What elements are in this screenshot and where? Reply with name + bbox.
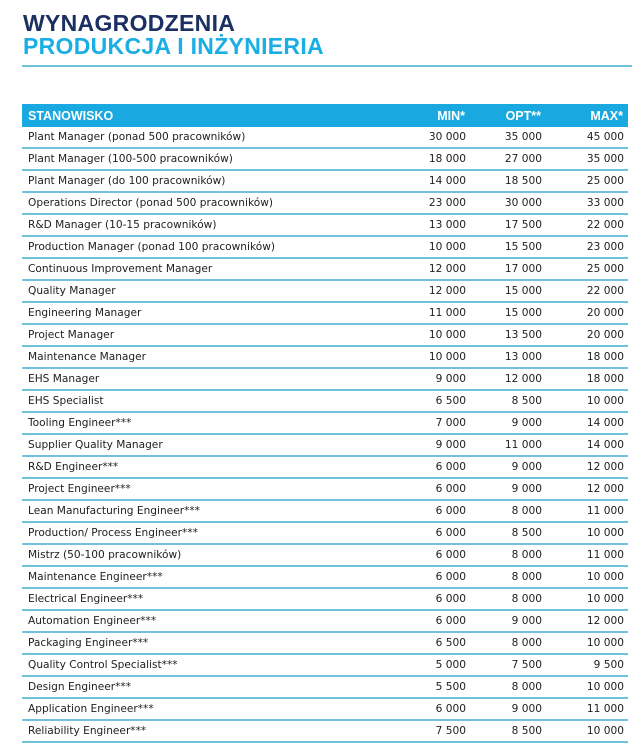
- title-line-2: PRODUKCJA I INŻYNIERIA: [23, 33, 324, 59]
- table-row: [22, 655, 628, 677]
- cell-max: 12 000: [586, 615, 624, 627]
- cell-max: 33 000: [586, 197, 624, 209]
- table-row: [22, 545, 628, 567]
- cell-max: 10 000: [586, 681, 624, 693]
- cell-position: Continuous Improvement Manager: [28, 263, 213, 275]
- cell-position: Engineering Manager: [28, 307, 142, 319]
- cell-min: 30 000: [428, 131, 466, 143]
- cell-position: R&D Engineer***: [28, 461, 119, 473]
- cell-max: 11 000: [586, 505, 624, 517]
- table-row: [22, 259, 628, 281]
- cell-opt: 12 000: [504, 373, 542, 385]
- table-row: [22, 171, 628, 193]
- cell-opt: 11 000: [504, 439, 542, 451]
- cell-position: Quality Control Specialist***: [28, 659, 178, 671]
- title-divider: [22, 65, 632, 67]
- cell-opt: 35 000: [504, 131, 542, 143]
- cell-min: 6 000: [435, 571, 466, 583]
- cell-min: 6 500: [435, 395, 466, 407]
- cell-max: 23 000: [586, 241, 624, 253]
- cell-opt: 7 500: [511, 659, 542, 671]
- table-row: [22, 193, 628, 215]
- cell-opt: 15 000: [504, 307, 542, 319]
- cell-position: Electrical Engineer***: [28, 593, 144, 605]
- cell-min: 6 000: [435, 549, 466, 561]
- cell-position: Application Engineer***: [28, 703, 154, 715]
- cell-max: 12 000: [586, 483, 624, 495]
- cell-min: 7 000: [435, 417, 466, 429]
- cell-max: 22 000: [586, 285, 624, 297]
- cell-position: Packaging Engineer***: [28, 637, 149, 649]
- cell-max: 9 500: [593, 659, 624, 671]
- header-max: MAX*: [590, 108, 623, 123]
- cell-opt: 8 000: [511, 549, 542, 561]
- cell-position: Maintenance Engineer***: [28, 571, 163, 583]
- cell-min: 13 000: [428, 219, 466, 231]
- cell-opt: 9 000: [511, 615, 542, 627]
- header-opt: OPT**: [505, 108, 541, 123]
- cell-min: 6 000: [435, 593, 466, 605]
- cell-min: 5 500: [435, 681, 466, 693]
- cell-opt: 18 500: [504, 175, 542, 187]
- cell-opt: 8 000: [511, 593, 542, 605]
- cell-position: Plant Manager (100-500 pracowników): [28, 153, 233, 165]
- cell-min: 14 000: [428, 175, 466, 187]
- table-row: [22, 281, 628, 303]
- table-body: [22, 127, 628, 743]
- header-min: MIN*: [437, 108, 465, 123]
- cell-opt: 8 000: [511, 681, 542, 693]
- cell-max: 10 000: [586, 395, 624, 407]
- cell-min: 6 000: [435, 703, 466, 715]
- cell-max: 20 000: [586, 329, 624, 341]
- cell-max: 12 000: [586, 461, 624, 473]
- cell-min: 6 000: [435, 615, 466, 627]
- cell-min: 12 000: [428, 263, 466, 275]
- cell-opt: 9 000: [511, 703, 542, 715]
- header-position: STANOWISKO: [28, 108, 114, 123]
- cell-position: Plant Manager (ponad 500 pracowników): [28, 131, 246, 143]
- table-row: [22, 677, 628, 699]
- table-row: [22, 457, 628, 479]
- table-row: [22, 479, 628, 501]
- cell-position: Production/ Process Engineer***: [28, 527, 198, 539]
- cell-max: 25 000: [586, 263, 624, 275]
- cell-opt: 15 000: [504, 285, 542, 297]
- cell-position: Quality Manager: [28, 285, 116, 297]
- cell-position: Maintenance Manager: [28, 351, 147, 363]
- cell-opt: 9 000: [511, 461, 542, 473]
- cell-opt: 8 000: [511, 571, 542, 583]
- table-row: [22, 523, 628, 545]
- cell-opt: 15 500: [504, 241, 542, 253]
- cell-min: 6 000: [435, 461, 466, 473]
- cell-opt: 8 500: [511, 527, 542, 539]
- cell-min: 7 500: [435, 725, 466, 737]
- cell-position: Tooling Engineer***: [28, 417, 132, 429]
- cell-max: 18 000: [586, 351, 624, 363]
- table-row: [22, 149, 628, 171]
- table-row: [22, 721, 628, 743]
- cell-position: Design Engineer***: [28, 681, 132, 693]
- table-row: [22, 435, 628, 457]
- cell-opt: 8 500: [511, 725, 542, 737]
- table-header: [22, 104, 628, 127]
- table-row: [22, 347, 628, 369]
- table-row: [22, 501, 628, 523]
- cell-position: Project Engineer***: [28, 483, 131, 495]
- cell-max: 10 000: [586, 527, 624, 539]
- table-row: [22, 611, 628, 633]
- cell-max: 18 000: [586, 373, 624, 385]
- title-line-1: WYNAGRODZENIA: [23, 10, 236, 36]
- cell-min: 9 000: [435, 439, 466, 451]
- cell-max: 11 000: [586, 549, 624, 561]
- cell-opt: 17 500: [504, 219, 542, 231]
- cell-position: EHS Specialist: [28, 395, 104, 407]
- cell-opt: 9 000: [511, 417, 542, 429]
- cell-opt: 9 000: [511, 483, 542, 495]
- cell-max: 20 000: [586, 307, 624, 319]
- cell-max: 10 000: [586, 637, 624, 649]
- table-row: [22, 633, 628, 655]
- table-row: [22, 567, 628, 589]
- cell-min: 6 000: [435, 505, 466, 517]
- cell-min: 10 000: [428, 329, 466, 341]
- cell-opt: 17 000: [504, 263, 542, 275]
- cell-max: 10 000: [586, 593, 624, 605]
- cell-position: EHS Manager: [28, 373, 100, 385]
- cell-min: 6 500: [435, 637, 466, 649]
- cell-position: Lean Manufacturing Engineer***: [28, 505, 200, 517]
- cell-opt: 8 000: [511, 637, 542, 649]
- cell-max: 25 000: [586, 175, 624, 187]
- table-row: [22, 303, 628, 325]
- cell-position: Plant Manager (do 100 pracowników): [28, 175, 226, 187]
- cell-position: Project Manager: [28, 329, 115, 341]
- cell-position: Production Manager (ponad 100 pracowników): [28, 241, 275, 253]
- cell-min: 11 000: [428, 307, 466, 319]
- cell-min: 12 000: [428, 285, 466, 297]
- cell-min: 18 000: [428, 153, 466, 165]
- cell-max: 35 000: [586, 153, 624, 165]
- cell-max: 22 000: [586, 219, 624, 231]
- cell-max: 10 000: [586, 571, 624, 583]
- table-row: [22, 391, 628, 413]
- table-row: [22, 699, 628, 721]
- table-row: [22, 369, 628, 391]
- table-row: [22, 127, 628, 149]
- cell-opt: 13 000: [504, 351, 542, 363]
- table-row: [22, 215, 628, 237]
- cell-position: Mistrz (50-100 pracowników): [28, 549, 182, 561]
- cell-max: 14 000: [586, 439, 624, 451]
- cell-position: Reliability Engineer***: [28, 725, 147, 737]
- cell-min: 6 000: [435, 527, 466, 539]
- cell-min: 6 000: [435, 483, 466, 495]
- cell-position: Automation Engineer***: [28, 615, 157, 627]
- cell-min: 23 000: [428, 197, 466, 209]
- cell-max: 45 000: [586, 131, 624, 143]
- table-row: [22, 589, 628, 611]
- cell-opt: 13 500: [504, 329, 542, 341]
- cell-opt: 27 000: [504, 153, 542, 165]
- cell-position: Supplier Quality Manager: [28, 439, 163, 451]
- cell-max: 14 000: [586, 417, 624, 429]
- cell-max: 11 000: [586, 703, 624, 715]
- cell-opt: 8 500: [511, 395, 542, 407]
- cell-position: R&D Manager (10-15 pracowników): [28, 219, 217, 231]
- cell-opt: 30 000: [504, 197, 542, 209]
- cell-min: 5 000: [435, 659, 466, 671]
- cell-min: 10 000: [428, 241, 466, 253]
- cell-opt: 8 000: [511, 505, 542, 517]
- cell-min: 9 000: [435, 373, 466, 385]
- table-row: [22, 413, 628, 435]
- cell-max: 10 000: [586, 725, 624, 737]
- cell-min: 10 000: [428, 351, 466, 363]
- cell-position: Operations Director (ponad 500 pracowników): [28, 197, 273, 209]
- salary-table: [22, 104, 628, 743]
- table-row: [22, 325, 628, 347]
- table-row: [22, 237, 628, 259]
